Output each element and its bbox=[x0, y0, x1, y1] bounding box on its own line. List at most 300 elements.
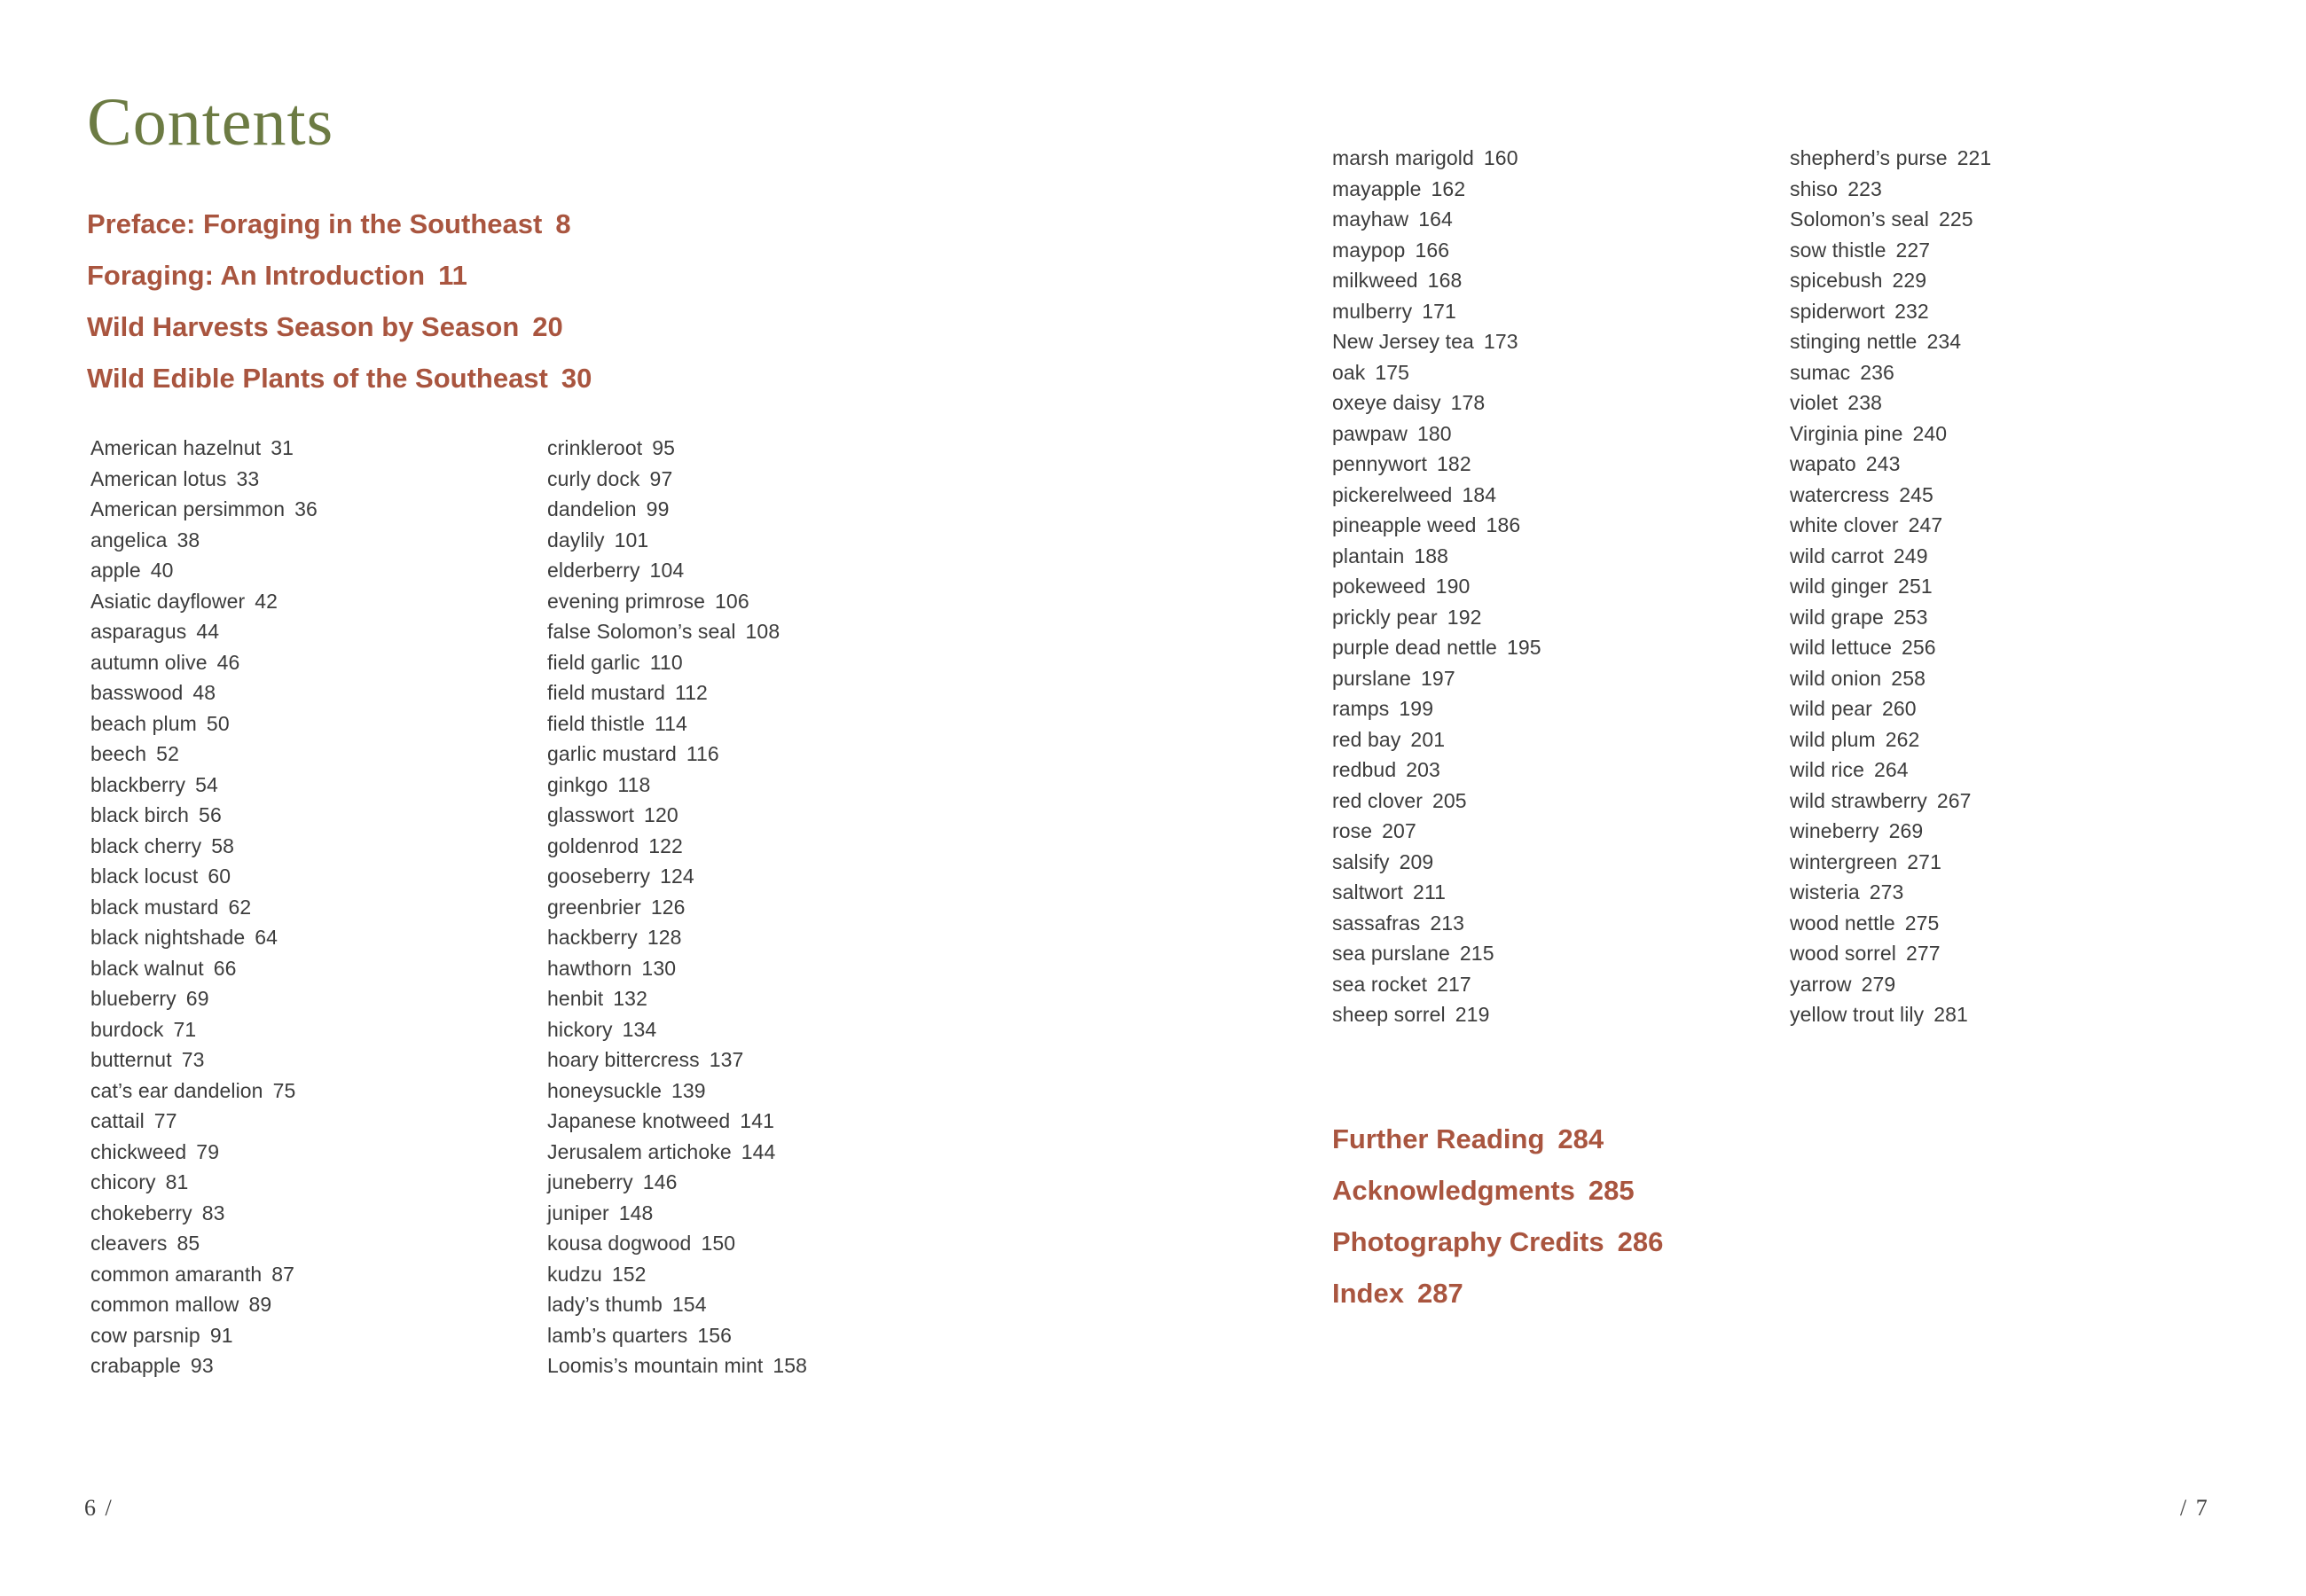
entry-page-number: 132 bbox=[613, 987, 647, 1010]
entry-label: sea purslane bbox=[1332, 942, 1450, 965]
entry-page-number: 209 bbox=[1399, 849, 1434, 873]
entry-label: goldenrod bbox=[547, 833, 639, 857]
entry-page-number: 158 bbox=[773, 1354, 808, 1377]
entry-page-number: 79 bbox=[196, 1139, 220, 1163]
plant-entry bbox=[1790, 724, 1991, 755]
back-matter-entry bbox=[1332, 1165, 1663, 1217]
entry-label: blueberry bbox=[90, 987, 176, 1010]
plant-entry bbox=[1332, 632, 1541, 663]
entry-page-number: 213 bbox=[1430, 911, 1465, 935]
entry-page-number: 146 bbox=[642, 1170, 678, 1193]
entry-page-number: 269 bbox=[1888, 819, 1924, 842]
entry-page-number: 122 bbox=[648, 833, 683, 857]
entry-page-number: 267 bbox=[1936, 788, 1972, 812]
entry-label: Further Reading bbox=[1332, 1123, 1545, 1154]
entry-page-number: 8 bbox=[555, 208, 571, 239]
entry-page-number: 186 bbox=[1486, 513, 1521, 536]
entry-label: Acknowledgments bbox=[1332, 1175, 1575, 1206]
plant-entry bbox=[90, 922, 318, 953]
entry-page-number: 30 bbox=[561, 363, 592, 394]
plant-entry bbox=[1790, 235, 1991, 266]
plant-entry bbox=[1332, 387, 1541, 419]
entry-label: Virginia pine bbox=[1790, 421, 1903, 445]
entry-label: maypop bbox=[1332, 238, 1406, 262]
plant-entry bbox=[1332, 724, 1541, 755]
entry-label: Photography Credits bbox=[1332, 1226, 1604, 1257]
plant-entry bbox=[1790, 602, 1991, 633]
plant-entry bbox=[547, 983, 807, 1014]
plant-entry bbox=[1332, 480, 1541, 511]
plant-entry bbox=[547, 464, 807, 495]
entry-label: oak bbox=[1332, 360, 1366, 384]
plant-entry bbox=[1790, 693, 1991, 724]
plant-list-column-3 bbox=[1332, 143, 1541, 1030]
plant-entry bbox=[1790, 387, 1991, 419]
plant-entry bbox=[1332, 143, 1541, 174]
plant-entry bbox=[1332, 786, 1541, 817]
plant-entry bbox=[90, 983, 318, 1014]
plant-entry bbox=[90, 433, 318, 464]
plant-entry bbox=[90, 1167, 318, 1198]
entry-page-number: 124 bbox=[660, 864, 694, 888]
entry-label: hackberry bbox=[547, 926, 638, 949]
plant-entry bbox=[1790, 755, 1991, 786]
plant-entry bbox=[90, 647, 318, 678]
entry-page-number: 54 bbox=[195, 772, 218, 796]
entry-label: violet bbox=[1790, 391, 1839, 414]
entry-label: black nightshade bbox=[90, 926, 246, 949]
plant-list-column-1 bbox=[90, 433, 318, 1381]
entry-page-number: 36 bbox=[294, 497, 318, 520]
entry-page-number: 91 bbox=[209, 1323, 233, 1347]
plant-entry bbox=[90, 1350, 318, 1381]
entry-page-number: 126 bbox=[650, 895, 686, 919]
entry-label: redbud bbox=[1332, 758, 1397, 781]
plant-entry bbox=[1332, 999, 1541, 1030]
plant-entry bbox=[547, 433, 807, 464]
entry-page-number: 106 bbox=[715, 589, 749, 613]
entry-page-number: 85 bbox=[176, 1232, 200, 1255]
entry-label: kousa dogwood bbox=[547, 1232, 692, 1255]
entry-label: gooseberry bbox=[547, 864, 651, 888]
plant-entry bbox=[1790, 480, 1991, 511]
plant-entry bbox=[90, 1106, 318, 1137]
entry-page-number: 108 bbox=[745, 620, 780, 643]
entry-label: field mustard bbox=[547, 681, 665, 704]
plant-entry bbox=[1790, 908, 1991, 939]
entry-page-number: 205 bbox=[1431, 788, 1467, 812]
entry-page-number: 56 bbox=[199, 803, 222, 826]
plant-entry bbox=[90, 1228, 318, 1259]
entry-label: black locust bbox=[90, 864, 199, 888]
entry-label: milkweed bbox=[1332, 269, 1418, 292]
entry-page-number: 286 bbox=[1617, 1226, 1664, 1257]
entry-label: wisteria bbox=[1790, 880, 1860, 904]
entry-page-number: 264 bbox=[1873, 758, 1909, 781]
entry-page-number: 253 bbox=[1893, 605, 1928, 629]
entry-label: curly dock bbox=[547, 466, 640, 490]
plant-entry bbox=[90, 708, 318, 739]
entry-page-number: 99 bbox=[646, 497, 670, 520]
entry-page-number: 81 bbox=[165, 1170, 189, 1193]
plant-entry bbox=[547, 1044, 807, 1076]
entry-page-number: 87 bbox=[271, 1262, 295, 1286]
plant-entry bbox=[1332, 326, 1541, 357]
entry-label: yarrow bbox=[1790, 972, 1852, 996]
plant-entry bbox=[90, 1289, 318, 1320]
entry-page-number: 238 bbox=[1847, 391, 1882, 414]
plant-entry bbox=[547, 1228, 807, 1259]
entry-label: wapato bbox=[1790, 452, 1856, 475]
entry-label: Preface: Foraging in the Southeast bbox=[87, 208, 543, 239]
entry-label: pokeweed bbox=[1332, 575, 1426, 598]
entry-label: watercress bbox=[1790, 482, 1890, 506]
front-matter-entry bbox=[87, 353, 592, 404]
entry-label: wild strawberry bbox=[1790, 788, 1927, 812]
plant-entry bbox=[1332, 510, 1541, 541]
entry-label: hoary bittercress bbox=[547, 1048, 700, 1071]
entry-label: pineapple weed bbox=[1332, 513, 1477, 536]
entry-page-number: 89 bbox=[248, 1293, 272, 1316]
entry-page-number: 260 bbox=[1881, 697, 1917, 720]
entry-label: Loomis’s mountain mint bbox=[547, 1354, 764, 1377]
plant-entry bbox=[1332, 908, 1541, 939]
entry-label: hawthorn bbox=[547, 956, 632, 980]
entry-page-number: 46 bbox=[216, 650, 240, 674]
entry-label: Solomon’s seal bbox=[1790, 207, 1929, 231]
entry-page-number: 38 bbox=[176, 528, 200, 552]
plant-entry bbox=[547, 647, 807, 678]
entry-label: American persimmon bbox=[90, 497, 286, 520]
entry-page-number: 243 bbox=[1865, 452, 1901, 475]
entry-label: wild grape bbox=[1790, 605, 1884, 629]
entry-label: black cherry bbox=[90, 833, 202, 857]
entry-page-number: 211 bbox=[1413, 880, 1447, 904]
entry-page-number: 285 bbox=[1588, 1175, 1635, 1206]
entry-page-number: 148 bbox=[618, 1201, 654, 1224]
entry-page-number: 166 bbox=[1415, 238, 1450, 262]
plant-entry bbox=[1332, 755, 1541, 786]
entry-label: oxeye daisy bbox=[1332, 391, 1441, 414]
entry-label: plantain bbox=[1332, 544, 1405, 567]
plant-entry bbox=[1790, 296, 1991, 327]
entry-page-number: 114 bbox=[654, 711, 687, 735]
plant-entry bbox=[1332, 938, 1541, 969]
entry-label: field garlic bbox=[547, 650, 640, 674]
plant-entry bbox=[1790, 877, 1991, 908]
plant-entry bbox=[547, 739, 807, 770]
entry-page-number: 178 bbox=[1450, 391, 1486, 414]
entry-page-number: 116 bbox=[686, 742, 719, 765]
entry-label: sea rocket bbox=[1332, 972, 1428, 996]
plant-entry bbox=[547, 494, 807, 525]
entry-page-number: 197 bbox=[1421, 666, 1455, 690]
entry-label: ramps bbox=[1332, 697, 1390, 720]
entry-page-number: 215 bbox=[1459, 942, 1494, 965]
plant-entry bbox=[1790, 816, 1991, 847]
entry-page-number: 256 bbox=[1901, 636, 1936, 659]
entry-label: juniper bbox=[547, 1201, 609, 1224]
entry-label: hickory bbox=[547, 1017, 613, 1041]
entry-label: honeysuckle bbox=[547, 1078, 662, 1102]
entry-label: Index bbox=[1332, 1278, 1404, 1309]
plant-entry bbox=[547, 1198, 807, 1229]
plant-entry bbox=[90, 677, 318, 708]
entry-page-number: 64 bbox=[255, 926, 278, 949]
entry-page-number: 93 bbox=[190, 1354, 214, 1377]
entry-page-number: 201 bbox=[1410, 727, 1446, 751]
plant-entry bbox=[90, 861, 318, 892]
plant-entry bbox=[90, 1044, 318, 1076]
plant-entry bbox=[547, 1259, 807, 1290]
entry-page-number: 42 bbox=[255, 589, 278, 613]
plant-entry bbox=[90, 953, 318, 984]
plant-entry bbox=[547, 708, 807, 739]
entry-page-number: 11 bbox=[438, 260, 467, 291]
entry-label: salsify bbox=[1332, 849, 1390, 873]
entry-label: pawpaw bbox=[1332, 421, 1408, 445]
plant-entry bbox=[90, 892, 318, 923]
entry-page-number: 225 bbox=[1938, 207, 1973, 231]
plant-entry bbox=[90, 555, 318, 586]
back-matter-entry bbox=[1332, 1268, 1663, 1319]
entry-label: sow thistle bbox=[1790, 238, 1886, 262]
entry-page-number: 20 bbox=[532, 311, 563, 342]
entry-page-number: 110 bbox=[649, 650, 683, 674]
entry-label: mayhaw bbox=[1332, 207, 1409, 231]
entry-label: lamb’s quarters bbox=[547, 1323, 688, 1347]
entry-page-number: 152 bbox=[611, 1262, 647, 1286]
plant-entry bbox=[1790, 174, 1991, 205]
plant-entry bbox=[90, 494, 318, 525]
entry-page-number: 258 bbox=[1891, 666, 1926, 690]
entry-page-number: 247 bbox=[1908, 513, 1943, 536]
entry-page-number: 262 bbox=[1885, 727, 1920, 751]
entry-page-number: 245 bbox=[1899, 482, 1933, 506]
entry-page-number: 249 bbox=[1893, 544, 1928, 567]
entry-page-number: 141 bbox=[740, 1109, 774, 1132]
front-matter-entry bbox=[87, 199, 592, 250]
plant-entry bbox=[1790, 265, 1991, 296]
plant-entry bbox=[1332, 541, 1541, 572]
plant-entry bbox=[90, 739, 318, 770]
plant-entry bbox=[90, 770, 318, 801]
entry-page-number: 281 bbox=[1933, 1003, 1968, 1026]
entry-label: cleavers bbox=[90, 1232, 168, 1255]
plant-entry bbox=[1790, 419, 1991, 450]
entry-label: saltwort bbox=[1332, 880, 1404, 904]
entry-page-number: 160 bbox=[1483, 146, 1518, 169]
entry-page-number: 139 bbox=[671, 1078, 706, 1102]
plant-entry bbox=[547, 953, 807, 984]
entry-page-number: 150 bbox=[701, 1232, 736, 1255]
plant-entry bbox=[1790, 326, 1991, 357]
entry-label: butternut bbox=[90, 1048, 172, 1071]
entry-label: Asiatic dayflower bbox=[90, 589, 246, 613]
entry-label: burdock bbox=[90, 1017, 164, 1041]
entry-page-number: 164 bbox=[1418, 207, 1453, 231]
plant-entry bbox=[547, 555, 807, 586]
plant-entry bbox=[547, 861, 807, 892]
entry-label: spiderwort bbox=[1790, 299, 1886, 323]
plant-entry bbox=[1332, 357, 1541, 388]
entry-label: purslane bbox=[1332, 666, 1412, 690]
plant-entry bbox=[547, 1137, 807, 1168]
plant-entry bbox=[90, 1259, 318, 1290]
entry-page-number: 232 bbox=[1894, 299, 1929, 323]
entry-page-number: 227 bbox=[1895, 238, 1931, 262]
plant-entry bbox=[1332, 571, 1541, 602]
entry-page-number: 287 bbox=[1416, 1278, 1463, 1309]
entry-page-number: 180 bbox=[1417, 421, 1452, 445]
plant-entry bbox=[547, 1167, 807, 1198]
entry-label: wood nettle bbox=[1790, 911, 1895, 935]
entry-label: black mustard bbox=[90, 895, 219, 919]
entry-page-number: 195 bbox=[1506, 636, 1541, 659]
plant-entry bbox=[90, 800, 318, 831]
entry-page-number: 168 bbox=[1427, 269, 1463, 292]
plant-entry bbox=[547, 831, 807, 862]
plant-entry bbox=[1332, 602, 1541, 633]
plant-entry bbox=[1332, 816, 1541, 847]
entry-label: wild onion bbox=[1790, 666, 1882, 690]
page-title: Contents bbox=[87, 85, 334, 160]
entry-page-number: 128 bbox=[647, 926, 682, 949]
entry-label: cow parsnip bbox=[90, 1323, 200, 1347]
entry-label: red clover bbox=[1332, 788, 1423, 812]
plant-entry bbox=[547, 800, 807, 831]
plant-entry bbox=[547, 1014, 807, 1045]
entry-page-number: 137 bbox=[709, 1048, 744, 1071]
entry-label: basswood bbox=[90, 681, 184, 704]
entry-page-number: 112 bbox=[674, 681, 708, 704]
plant-entry bbox=[1790, 632, 1991, 663]
plant-entry bbox=[1790, 969, 1991, 1000]
entry-label: asparagus bbox=[90, 620, 187, 643]
entry-page-number: 66 bbox=[213, 956, 237, 980]
plant-entry bbox=[1790, 663, 1991, 694]
entry-label: pennywort bbox=[1332, 452, 1428, 475]
entry-label: rose bbox=[1332, 819, 1373, 842]
entry-label: elderberry bbox=[547, 559, 640, 582]
entry-page-number: 207 bbox=[1382, 819, 1416, 842]
entry-label: cat’s ear dandelion bbox=[90, 1078, 263, 1102]
entry-page-number: 58 bbox=[211, 833, 234, 857]
entry-page-number: 279 bbox=[1861, 972, 1896, 996]
entry-label: chickweed bbox=[90, 1139, 187, 1163]
entry-page-number: 188 bbox=[1414, 544, 1449, 567]
plant-entry bbox=[1332, 449, 1541, 480]
entry-label: common mallow bbox=[90, 1293, 239, 1316]
entry-label: prickly pear bbox=[1332, 605, 1438, 629]
entry-page-number: 104 bbox=[649, 559, 685, 582]
entry-label: greenbrier bbox=[547, 895, 641, 919]
entry-page-number: 75 bbox=[272, 1078, 296, 1102]
entry-label: Wild Harvests Season by Season bbox=[87, 311, 520, 342]
entry-label: false Solomon’s seal bbox=[547, 620, 736, 643]
plant-entry bbox=[1332, 235, 1541, 266]
entry-page-number: 182 bbox=[1437, 452, 1471, 475]
entry-page-number: 118 bbox=[617, 772, 651, 796]
entry-page-number: 175 bbox=[1375, 360, 1410, 384]
entry-page-number: 69 bbox=[185, 987, 209, 1010]
plant-entry bbox=[547, 892, 807, 923]
entry-label: red bay bbox=[1332, 727, 1401, 751]
entry-label: wood sorrel bbox=[1790, 942, 1896, 965]
entry-label: dandelion bbox=[547, 497, 637, 520]
entry-page-number: 184 bbox=[1462, 482, 1497, 506]
entry-label: wintergreen bbox=[1790, 849, 1898, 873]
entry-page-number: 240 bbox=[1912, 421, 1948, 445]
entry-label: stinging nettle bbox=[1790, 330, 1918, 353]
plant-entry bbox=[547, 1106, 807, 1137]
plant-entry bbox=[547, 1289, 807, 1320]
entry-page-number: 120 bbox=[644, 803, 678, 826]
entry-page-number: 229 bbox=[1892, 269, 1927, 292]
entry-label: Foraging: An Introduction bbox=[87, 260, 426, 291]
entry-label: common amaranth bbox=[90, 1262, 263, 1286]
entry-page-number: 199 bbox=[1399, 697, 1434, 720]
plant-entry bbox=[1332, 419, 1541, 450]
entry-page-number: 236 bbox=[1860, 360, 1894, 384]
entry-label: crabapple bbox=[90, 1354, 181, 1377]
entry-page-number: 83 bbox=[201, 1201, 225, 1224]
entry-page-number: 77 bbox=[153, 1109, 177, 1132]
plant-entry bbox=[547, 677, 807, 708]
plant-entry bbox=[1790, 510, 1991, 541]
entry-label: angelica bbox=[90, 528, 168, 552]
entry-page-number: 271 bbox=[1907, 849, 1941, 873]
plant-entry bbox=[547, 1320, 807, 1351]
entry-page-number: 284 bbox=[1557, 1123, 1604, 1154]
entry-page-number: 62 bbox=[228, 895, 252, 919]
entry-page-number: 44 bbox=[196, 620, 220, 643]
plant-entry bbox=[90, 831, 318, 862]
entry-page-number: 221 bbox=[1957, 146, 1992, 169]
entry-label: henbit bbox=[547, 987, 604, 1010]
entry-page-number: 33 bbox=[236, 466, 260, 490]
entry-page-number: 173 bbox=[1483, 330, 1518, 353]
entry-page-number: 40 bbox=[150, 559, 174, 582]
plant-list-column-2 bbox=[547, 433, 807, 1381]
plant-list-column-4 bbox=[1790, 143, 1991, 1030]
entry-label: apple bbox=[90, 559, 141, 582]
entry-page-number: 48 bbox=[192, 681, 216, 704]
page-number-right: / 7 bbox=[2180, 1495, 2209, 1521]
entry-label: pickerelweed bbox=[1332, 482, 1453, 506]
entry-page-number: 156 bbox=[697, 1323, 732, 1347]
plant-entry bbox=[90, 586, 318, 617]
entry-page-number: 192 bbox=[1447, 605, 1482, 629]
entry-label: black walnut bbox=[90, 956, 204, 980]
entry-page-number: 162 bbox=[1431, 176, 1466, 200]
plant-entry bbox=[1790, 449, 1991, 480]
entry-label: chokeberry bbox=[90, 1201, 192, 1224]
entry-label: wild pear bbox=[1790, 697, 1872, 720]
entry-page-number: 234 bbox=[1926, 330, 1962, 353]
entry-label: autumn olive bbox=[90, 650, 208, 674]
plant-entry bbox=[1790, 357, 1991, 388]
entry-label: lady’s thumb bbox=[547, 1293, 663, 1316]
entry-page-number: 217 bbox=[1437, 972, 1471, 996]
entry-label: marsh marigold bbox=[1332, 146, 1474, 169]
plant-entry bbox=[1332, 174, 1541, 205]
entry-page-number: 190 bbox=[1435, 575, 1471, 598]
entry-page-number: 73 bbox=[181, 1048, 205, 1071]
entry-page-number: 277 bbox=[1906, 942, 1941, 965]
plant-entry bbox=[547, 616, 807, 647]
entry-label: Wild Edible Plants of the Southeast bbox=[87, 363, 548, 394]
